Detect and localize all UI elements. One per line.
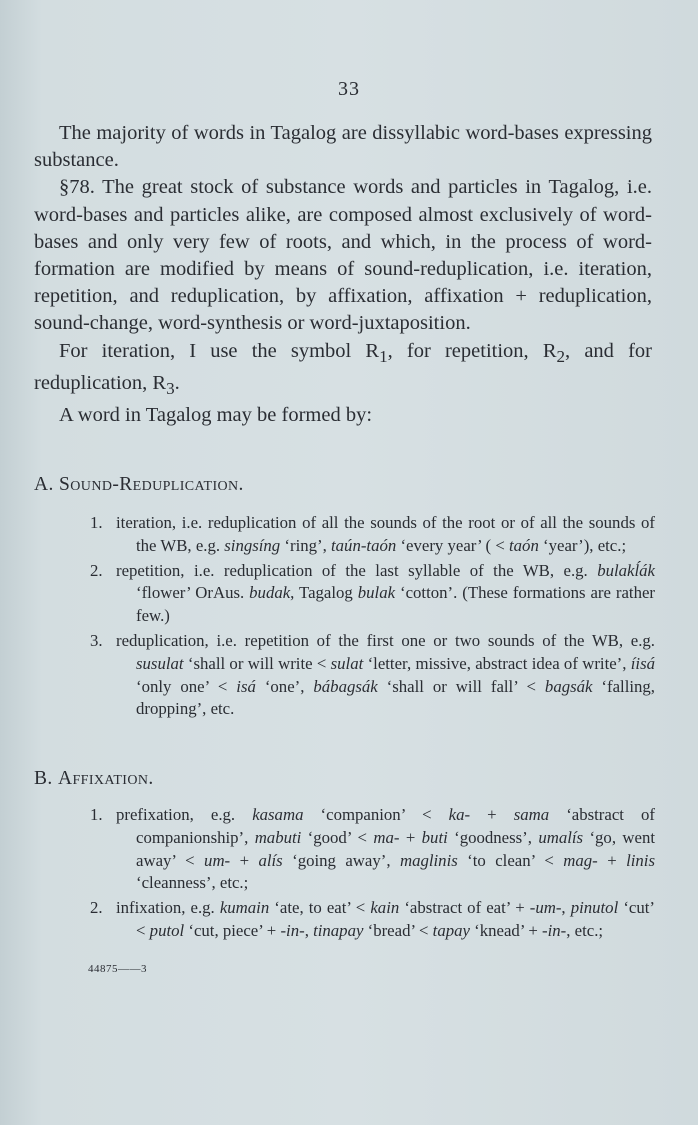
- text-run: ‘falling, dropping’, etc.: [136, 676, 656, 719]
- text-run: +: [597, 850, 627, 870]
- text-run: ‘cut, piece’ +: [184, 920, 281, 940]
- list-sound-reduplication: [90, 512, 655, 723]
- tagalog-word: buti: [421, 827, 448, 847]
- text-run: ‘cotton’. (These formations are rather few.): [136, 583, 655, 626]
- tagalog-word: isá: [236, 676, 256, 696]
- tagalog-word: kain: [370, 898, 400, 918]
- tagalog-word: bagsák: [544, 676, 593, 696]
- text-run: ‘shall or will fall’ <: [377, 676, 545, 696]
- list-item: [90, 897, 655, 943]
- text-run: ‘companion’ <: [303, 805, 449, 824]
- tagalog-word: um-: [204, 850, 231, 870]
- section-letter: A.: [34, 474, 54, 495]
- text-run: +: [399, 827, 422, 847]
- text-run: ‘bread’ <: [363, 920, 433, 940]
- text-run: +: [470, 805, 514, 824]
- subscript: 2: [556, 346, 566, 366]
- symbols-paragraph: [34, 338, 652, 403]
- text-run: ‘every year’ ( <: [396, 535, 509, 555]
- text-run: ‘year’), etc.;: [538, 535, 627, 555]
- text-run: repetition, i.e. reduplication of the last syllable of the WB, e.g.: [116, 560, 598, 580]
- text-run: ‘shall or will write <: [183, 653, 331, 673]
- text-run: .: [174, 371, 180, 394]
- paragraph: A word in Tagalog may be formed by:: [59, 404, 373, 427]
- list-item-number: 1.: [90, 513, 103, 532]
- tagalog-word: bulakĺák: [597, 560, 655, 580]
- tagalog-word: íisá: [630, 653, 656, 673]
- tagalog-word: budak: [249, 583, 291, 603]
- text-run: , Tagalog: [290, 583, 358, 603]
- tagalog-word: maglinis: [399, 850, 458, 870]
- tagalog-word: putol: [149, 920, 185, 940]
- list-item: [90, 630, 655, 721]
- text-run: For iteration, I use the symbol R: [59, 339, 380, 362]
- subscript: 1: [379, 346, 388, 366]
- list-affixation: [90, 804, 655, 945]
- text-run: , and for reduplication, R: [34, 339, 652, 394]
- tagalog-word: tinapay: [313, 920, 364, 940]
- tagalog-word: bulak: [357, 583, 396, 603]
- text-run: ‘knead’ +: [469, 920, 543, 940]
- text-run: ‘letter, missive, abstract idea of write’,: [363, 653, 631, 673]
- tagalog-word: kumain: [219, 898, 270, 918]
- tagalog-word: mabuti: [254, 827, 302, 847]
- text-run: ,: [561, 898, 571, 918]
- tagalog-word: -um-: [529, 898, 562, 918]
- text-run: prefixation, e.g.: [116, 805, 253, 824]
- tagalog-word: mag-: [563, 850, 598, 870]
- body-text: [34, 120, 652, 429]
- section-title: Affixation.: [57, 768, 154, 789]
- tagalog-word: sulat: [330, 653, 364, 673]
- text-run: reduplication, i.e. repetition of the first one or two sounds of the WB, e.g.: [116, 630, 655, 650]
- text-run: iteration, i.e. reduplication of all the sounds of the root or of all the sounds of the WB, e.g.: [116, 513, 655, 555]
- tagalog-word: ma-: [373, 827, 400, 847]
- page-number: 33: [338, 78, 360, 100]
- text-run: ‘cleanness’, etc.;: [136, 873, 249, 893]
- text-run: ‘flower’ OrAus.: [136, 583, 250, 603]
- text-run: ‘cut’ <: [136, 898, 655, 940]
- list-item-number: 3.: [90, 630, 103, 650]
- text-run: ‘to clean’ <: [457, 850, 564, 870]
- list-item: [90, 512, 655, 558]
- section-heading-b: [34, 768, 154, 790]
- text-run: ‘abstract of companionship’,: [136, 805, 656, 847]
- list-item: [90, 560, 655, 628]
- tagalog-word: susulat: [136, 653, 184, 673]
- text-run: ‘good’ <: [301, 827, 374, 847]
- tagalog-word: pinutol: [570, 898, 619, 918]
- text-run: ‘goodness’,: [447, 827, 539, 847]
- text-run: ‘ring’,: [280, 535, 331, 555]
- tagalog-word: alís: [258, 850, 283, 870]
- text-run: ‘abstract of eat’ +: [399, 898, 530, 918]
- text-run: ‘only one’ <: [136, 676, 237, 696]
- text-run: , for repetition, R: [387, 339, 557, 362]
- paragraph: The majority of words in Tagalog are dissyllabic word-bases expressing substance.: [34, 122, 652, 172]
- subscript: 3: [166, 379, 175, 399]
- tagalog-word: bábagsák: [313, 676, 378, 696]
- tagalog-word: -in-: [280, 920, 305, 940]
- tagalog-word: umalís: [538, 827, 584, 847]
- section-letter: B.: [34, 768, 53, 789]
- text-run: , etc.;: [566, 920, 604, 940]
- list-item-number: 2.: [90, 898, 103, 918]
- tagalog-word: -in-: [542, 920, 567, 940]
- text-run: +: [230, 850, 259, 870]
- printer-signature: 44875——3: [88, 963, 147, 975]
- text-run: ,: [304, 920, 314, 940]
- tagalog-word: taón: [509, 535, 539, 555]
- tagalog-word: taún-taón: [331, 535, 397, 555]
- tagalog-word: singsíng: [224, 535, 281, 555]
- section-heading-a: [34, 474, 244, 496]
- tagalog-word: linis: [626, 850, 655, 870]
- list-item-number: 2.: [90, 560, 103, 580]
- tagalog-word: kasama: [252, 805, 304, 824]
- text-run: ‘one’,: [255, 676, 314, 696]
- list-item: [90, 804, 655, 895]
- section-title: Sound-Reduplication.: [59, 474, 244, 495]
- tagalog-word: ka-: [448, 805, 471, 824]
- list-item-number: 1.: [90, 805, 103, 824]
- text-run: infixation, e.g.: [116, 898, 220, 918]
- text-run: ‘go, went away’ <: [136, 827, 655, 870]
- text-run: ‘going away’,: [282, 850, 400, 870]
- tagalog-word: tapay: [432, 920, 470, 940]
- tagalog-word: sama: [513, 805, 550, 824]
- paragraph: §78. The great stock of substance words and particles in Tagalog, i.e. word-bases and particles alike, are composed almost exclusively of word-bases and only very few of roots, and which, in the process of word-formation are modified by means of sound-reduplication, i.e. iteration, repetition, and reduplication, by affixation, affixation + reduplication, sound-change, word-synthesis or word-juxtaposition.: [34, 176, 652, 335]
- text-run: ‘ate, to eat’ <: [269, 898, 371, 918]
